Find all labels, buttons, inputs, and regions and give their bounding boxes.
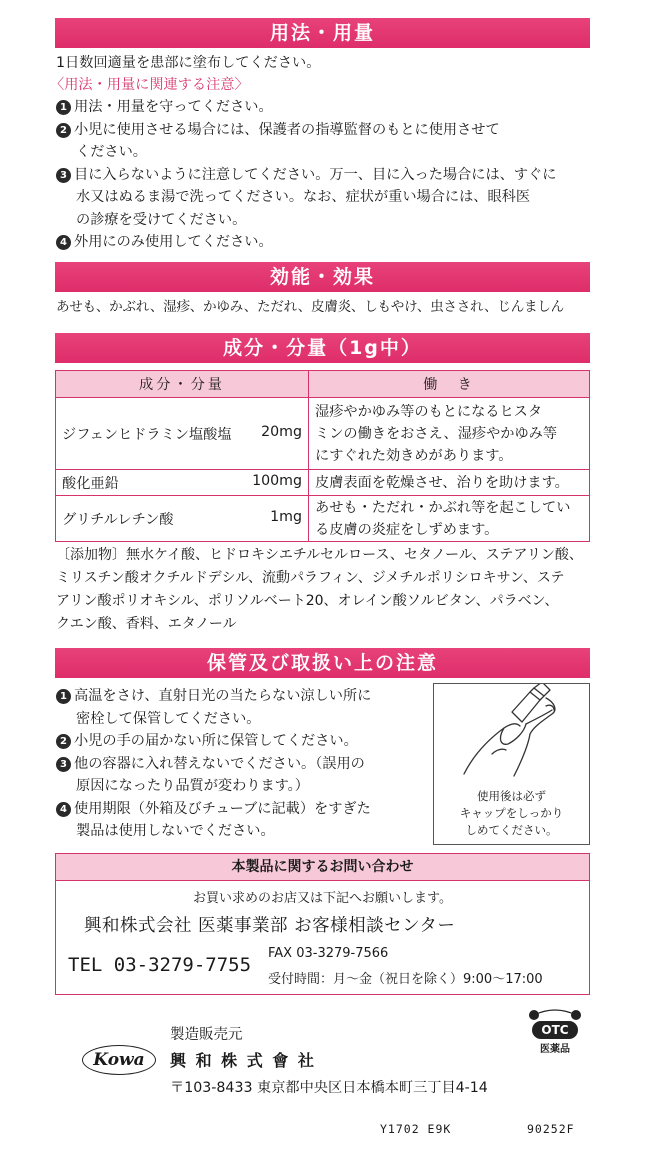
maker-address: 〒103-8433 東京都中央区日本橋本町三丁目4-14: [170, 1080, 488, 1096]
contact-box: [55, 853, 590, 995]
caption-line: 使用後は必ず: [477, 789, 546, 803]
cap-illustration: [433, 683, 590, 845]
list-item-line: [56, 164, 556, 187]
number-badge-icon: 1: [56, 100, 71, 115]
list-item-text: 他の容器に入れ替えないでください。（誤用の: [74, 755, 365, 772]
list-item-line: [56, 685, 371, 708]
ingredient-name: ジフェンヒドラミン塩酸塩: [62, 426, 232, 443]
list-item-text: 高温をさけ、直射日光の当たらない涼しい所に: [74, 688, 372, 704]
contact-company: 興和株式会社 医薬事業部 お客様相談センター: [84, 916, 456, 936]
number-badge-icon: 3: [56, 168, 71, 183]
list-item-text: 目に入らないように注意してください。万一、目に入った場合には、すぐに: [74, 166, 557, 183]
storage-list: [56, 685, 371, 843]
usage-note-title: 〈用法・用量に関連する注意〉: [50, 77, 249, 93]
ingredient-amount: 100mg: [252, 472, 302, 489]
list-item-line: [56, 753, 371, 776]
list-item-line: [56, 96, 556, 119]
ingredient-effect: 湿疹やかゆみ等のもとになるヒスタ: [315, 403, 543, 420]
efficacy-header: 効能・効果: [55, 262, 590, 292]
ingredient-effect: にすぐれた効きめがあります。: [315, 447, 513, 464]
list-item-line: [56, 231, 556, 254]
ingredient-effect: ミンの働きをおさえ、湿疹やかゆみ等: [315, 425, 558, 442]
table-row: [56, 470, 590, 496]
list-item-text: 水又はぬるま湯で洗ってください。なお、症状が重い場合には、眼科医: [76, 189, 531, 205]
ingredient-amount: 1mg: [270, 508, 302, 525]
caption-line: しめてください。: [465, 823, 558, 837]
contact-hours: 受付時間：月～金（祝日を除く）9:00～17:00: [268, 972, 543, 987]
number-badge-icon: 2: [56, 123, 71, 138]
list-item-text: ください。: [76, 144, 147, 160]
contact-title: 本製品に関するお問い合わせ: [56, 854, 589, 881]
list-item-line: [56, 708, 371, 731]
number-badge-icon: 1: [56, 689, 71, 704]
usage-header: 用法・用量: [55, 18, 590, 48]
additive-line: クエン酸、香料、エタノール: [56, 616, 237, 632]
list-item-text: 製品は使用しないでください。: [76, 823, 275, 839]
list-item-line: [56, 820, 371, 843]
kowa-logo: Kowa: [82, 1045, 156, 1075]
contact-intro: お買い求めのお店又は下記へお願いします。: [193, 891, 452, 906]
lot-code-left: Y1702 E9K: [380, 1122, 452, 1136]
otc-label: 医薬品: [540, 1044, 570, 1055]
list-item-text: 原因になったり品質が変わります。）: [76, 778, 309, 794]
maker-name: 興 和 株 式 會 社: [170, 1051, 316, 1070]
list-item-text: 密栓して保管してください。: [76, 710, 261, 727]
usage-list: [56, 96, 556, 254]
number-badge-icon: 4: [56, 235, 71, 250]
cap-caption: [434, 788, 589, 839]
table-row: [56, 398, 590, 470]
additives: [56, 544, 583, 636]
lot-code-right: 90252F: [527, 1122, 575, 1136]
list-item-text: の診療を受けてください。: [76, 211, 247, 228]
contact-tel: TEL 03-3279-7755: [68, 954, 252, 976]
table-row: [56, 496, 590, 542]
contact-fax: FAX 03-3279-7566: [268, 946, 389, 961]
maker-role: 製造販売元: [170, 1027, 243, 1043]
additive-line: アリン酸ポリオキシル、ポリソルベート20、オレイン酸ソルビタン、パラベン、: [56, 593, 559, 609]
number-badge-icon: 4: [56, 802, 71, 817]
caption-line: キャップをしっかり: [459, 806, 564, 820]
number-badge-icon: 3: [56, 757, 71, 772]
list-item-line: [56, 186, 556, 209]
ingredients-header: 成分・分量（1g中）: [55, 333, 590, 363]
ingredients-head-name: 成分・分量: [56, 371, 309, 398]
list-item-text: 小児の手の届かない所に保管してください。: [74, 733, 358, 749]
list-item-text: 外用にのみ使用してください。: [74, 234, 273, 250]
usage-line: 1日数回適量を患部に塗布してください。: [56, 55, 321, 71]
number-badge-icon: 2: [56, 734, 71, 749]
ingredient-effect: 皮膚表面を乾燥させ、治りを助けます。: [315, 474, 569, 491]
list-item-line: [56, 141, 556, 164]
otc-badge: [520, 1005, 590, 1055]
list-item-line: [56, 798, 371, 821]
ingredient-effect: あせも・ただれ・かぶれ等を起こしてい: [315, 499, 571, 516]
ingredients-table: [55, 370, 590, 542]
ingredient-effect: る皮膚の炎症をしずめます。: [315, 521, 499, 538]
storage-header: 保管及び取扱い上の注意: [55, 648, 590, 678]
list-item-line: [56, 209, 556, 232]
list-item-text: 小児に使用させる場合には、保護者の指導監督のもとに使用させて: [74, 121, 500, 138]
list-item-text: 使用期限（外箱及びチューブに記載）をすぎた: [74, 800, 371, 817]
otc-text: OTC: [541, 1023, 569, 1037]
ingredient-name: 酸化亜鉛: [62, 475, 119, 492]
ingredient-amount: 20mg: [261, 423, 302, 440]
list-item-text: 用法・用量を守ってください。: [74, 99, 273, 115]
additive-line: ミリスチン酸オクチルドデシル、流動パラフィン、ジメチルポリシロキサン、ステ: [56, 570, 565, 586]
hand-tube-icon: [434, 684, 589, 784]
ingredient-name: グリチルレチン酸: [62, 511, 174, 528]
list-item-line: [56, 730, 371, 753]
additive-line: 〔添加物〕無水ケイ酸、ヒドロキシエチルセルロース、セタノール、ステアリン酸、: [56, 547, 583, 563]
ingredients-head-effect: 働 き: [309, 371, 590, 398]
list-item-line: [56, 775, 371, 798]
list-item-line: [56, 119, 556, 142]
efficacy-text: あせも、かぶれ、湿疹、かゆみ、ただれ、皮膚炎、しもやけ、虫さされ、じんましん: [56, 299, 564, 315]
